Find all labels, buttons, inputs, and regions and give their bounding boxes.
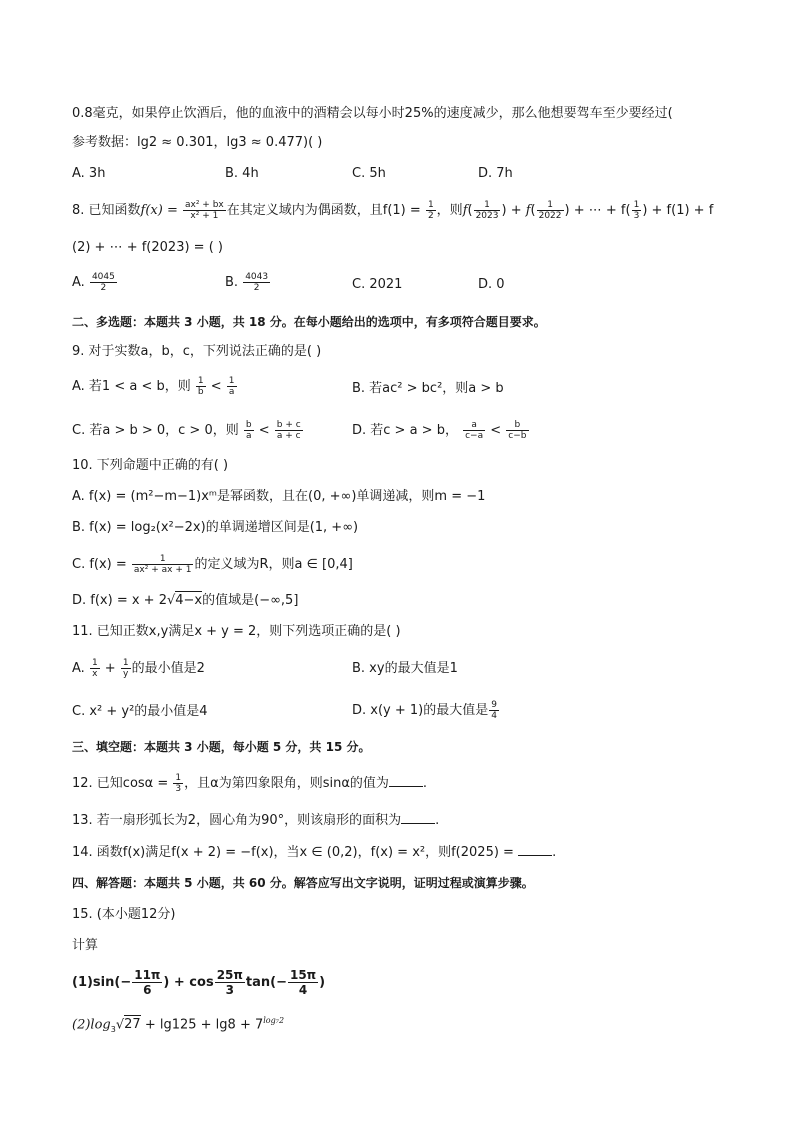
q8-f-b	[537, 200, 564, 221]
q10-option-a: A. f(x) = (m²−m−1)xᵐ是幂函数，且在(0, +∞)单调递减，则m = −1	[72, 489, 486, 504]
q11-option-d	[352, 700, 500, 721]
q9-option-d: D. 若c > a > b， $\frac{a}{c-a}$ < $\frac{b}{c-b}$	[352, 420, 527, 441]
q13-end: .	[435, 813, 440, 828]
q8-option-b-label: B.	[225, 275, 239, 290]
q7-option-a: A. 3h	[72, 166, 106, 181]
q9-d-frac2-den: c−b	[508, 431, 527, 441]
q9-a-frac1-den: b	[197, 387, 204, 397]
q7-line1: 0.8毫克，如果停止饮酒后，他的血液中的酒精会以每小时25%的速度减少，那么他想要驾车至少要经过(	[72, 106, 673, 121]
q9-option-d-text: D. 若c > a > b，	[352, 423, 458, 438]
q7-option-b: B. 4h	[225, 166, 259, 181]
q8-f-c-num: 1	[633, 200, 640, 210]
q9-c-frac2-num: b + c	[276, 420, 301, 430]
q10-d-post: 的值域是(−∞,5]	[202, 593, 299, 608]
q9-option-b: B. 若ac² > bc²，则a > b	[352, 381, 504, 396]
q12-post: ，且α为第四象限角，则sinα的值为	[184, 776, 389, 791]
section-4-heading: 四、解答题：本题共 5 小题，共 60 分。解答应写出文字说明，证明过程或演算步骤。	[72, 876, 534, 890]
q8-f-b-den: 2022	[538, 211, 562, 221]
q15-p2-mid: + lg125 + lg8 + 7	[144, 1017, 264, 1033]
q14-text: 14. 函数f(x)满足f(x + 2) = −f(x)，当x ∈ (0,2)，f(x) = x²，则f(2025) =	[72, 845, 514, 860]
q15-p2-base: 3	[110, 1024, 116, 1034]
q8-half-num: 1	[427, 200, 434, 210]
answer-blank	[518, 843, 552, 856]
q15-p1-f3-den: 4	[298, 983, 308, 997]
q12-frac	[173, 773, 183, 794]
q9-a-frac2	[227, 376, 237, 397]
q8-option-a-den: 2	[100, 283, 107, 293]
q8-frac-den: x² + 1	[190, 211, 219, 221]
q15-p2-pre: (2)log	[72, 1017, 111, 1033]
q8-option-b-frac	[243, 272, 270, 293]
q8-line1: 8. 已知函数f(x) = $\frac{\text{ax² + bx}}{\text{x² + 1}}$ 在其定义域内为偶函数，且f(1) = $\frac{1}{2}$ ，则f( $\frac{1}{2023}$ ) + f( $\frac{1}{2022}$ ) + ⋯ + f( $\frac{1}{3}$ ) + f(1) + f	[72, 200, 714, 221]
q14-end: .	[552, 845, 557, 860]
q15-p1-f2-num: 25π	[216, 968, 243, 982]
sqrt-icon: √	[166, 593, 176, 608]
q11-option-b: B. xy的最大值是1	[352, 661, 458, 676]
q9-a-frac2-num: 1	[228, 376, 235, 386]
q8-option-a	[72, 272, 118, 293]
q8-mid: 在其定义域内为偶函数，且f(1) =	[226, 203, 421, 218]
q15-p1-f1-den: 6	[143, 983, 152, 997]
q11-d-num: 9	[491, 700, 497, 710]
q8-f-a-den: 2023	[475, 211, 499, 221]
q15-part2	[72, 1012, 284, 1039]
q15-p1-end: )	[319, 975, 326, 990]
q9-c-frac1	[244, 420, 254, 441]
q10-c-num: 1	[132, 554, 194, 565]
q10-d-pre: D. f(x) = x + 2	[72, 593, 167, 608]
q12	[72, 773, 427, 794]
q10-stem: 10. 下列命题中正确的有( )	[72, 458, 229, 473]
q10-c-pre: C. f(x) =	[72, 557, 127, 572]
q8-option-a-frac	[90, 272, 117, 293]
q11-option-c: C. x² + y²的最小值是4	[72, 704, 208, 719]
q7-line2: 参考数据：lg2 ≈ 0.301，lg3 ≈ 0.477)( )	[72, 135, 323, 150]
answer-blank	[389, 774, 423, 787]
q15-p1-f2-den: 3	[225, 983, 234, 997]
q15-p1-f3-num: 15π	[289, 968, 317, 982]
q12-end: .	[422, 776, 428, 791]
q9-a-frac2-den: a	[228, 387, 235, 397]
q14	[72, 843, 556, 862]
q15-compute: 计算	[72, 938, 99, 953]
answer-blank	[401, 811, 435, 824]
q9-a-frac1-num: 1	[197, 376, 204, 386]
q15-p2-exp: log₇2	[263, 1016, 285, 1025]
q10-option-c	[72, 554, 353, 575]
q15-title: 15. (本小题12分)	[72, 907, 176, 922]
q9-d-frac1-den: c−a	[465, 431, 484, 441]
q8-option-a-num: 4045	[91, 272, 115, 282]
q8-f-a-num: 1	[474, 200, 501, 211]
sqrt-icon: √	[115, 1017, 125, 1033]
q8-option-b-num: 4043	[245, 272, 269, 282]
q8-option-b	[225, 272, 271, 293]
q11-d-den: 4	[491, 711, 497, 721]
q8-option-a-label: A.	[72, 275, 85, 290]
q9-option-a: A. 若1 < a < b，则 $\frac{1}{b}$ < $\frac{1}{a}$	[72, 376, 235, 397]
q10-c-frac	[132, 554, 194, 575]
q8-half	[426, 200, 436, 221]
q9-stem: 9. 对于实数a，b，c，下列说法正确的是( )	[72, 344, 322, 359]
q15-p2-radicand: 27	[124, 1017, 141, 1033]
q9-a-frac1	[196, 376, 206, 397]
q9-d-frac1	[463, 420, 485, 441]
q8-f-b-num: 1	[537, 200, 564, 211]
q8-then: ，则	[436, 203, 463, 218]
q7-option-c: C. 5h	[352, 166, 386, 181]
q9-d-frac2	[506, 420, 528, 441]
q11-a-post: 的最小值是2	[131, 661, 205, 676]
q15-p1-f1-num: 11π	[134, 968, 161, 982]
q9-d-frac1-num: a	[463, 420, 485, 431]
q8-line2: (2) + ⋯ + f(2023) = ( )	[72, 240, 223, 255]
q8-prefix: 8. 已知函数	[72, 203, 141, 218]
q8-f-c-den: 3	[633, 211, 640, 221]
q15-p1-frac2	[215, 968, 245, 997]
q7-option-d: D. 7h	[478, 166, 513, 181]
q8-f-a	[474, 200, 501, 221]
q8-fx: f(x) =	[140, 203, 178, 218]
q8-tail: + f(1) + f	[651, 203, 714, 218]
q9-option-c-text: C. 若a > b > 0，c > 0，则	[72, 423, 239, 438]
q11-stem: 11. 已知正数x,y满足x + y = 2，则下列选项正确的是( )	[72, 624, 401, 639]
q10-option-d	[72, 592, 298, 610]
q8-frac-num: ax² + bx	[185, 200, 224, 210]
q8-half-den: 2	[427, 211, 434, 221]
q15-p1-frac1	[132, 968, 162, 997]
q8-option-d: D. 0	[478, 277, 505, 292]
section-3-heading: 三、填空题：本题共 3 小题，每小题 5 分，共 15 分。	[72, 740, 371, 754]
q8-option-c: C. 2021	[352, 277, 403, 292]
q9-c-frac1-num: b	[245, 420, 252, 430]
q9-d-frac2-num: b	[506, 420, 528, 431]
q12-num: 1	[175, 773, 182, 783]
q9-c-frac2-den: a + c	[276, 431, 301, 441]
q11-d-frac	[489, 700, 499, 721]
q8-f-c	[632, 200, 642, 221]
q15-p1-pre: (1)sin(−	[72, 975, 132, 990]
q9-c-frac2	[275, 420, 303, 441]
q13	[72, 811, 439, 830]
q10-c-den: ax² + ax + 1	[133, 565, 192, 575]
q15-p1-frac3	[288, 968, 318, 997]
q9-option-a-text: A. 若1 < a < b，则	[72, 379, 191, 394]
q10-c-post: 的定义域为R，则a ∈ [0,4]	[194, 557, 353, 572]
q8-dots: + ⋯ + f	[573, 203, 626, 218]
q8-fraction	[183, 200, 226, 221]
q10-d-radicand: 4−x	[175, 593, 203, 608]
q12-den: 3	[175, 784, 182, 794]
q10-option-b: B. f(x) = log₂(x²−2x)的单调递增区间是(1, +∞)	[72, 520, 359, 535]
q15-part1	[72, 968, 325, 997]
q15-p1-mid: ) + cos	[163, 975, 214, 990]
q9-c-frac1-den: a	[245, 431, 252, 441]
q13-text: 13. 若一扇形弧长为2，圆心角为90°，则该扇形的面积为	[72, 813, 402, 828]
q11-option-a: A. $\frac{1}{x}$ + $\frac{1}{y}$ 的最小值是2	[72, 658, 205, 679]
q11-a-pre: A.	[72, 661, 85, 676]
q15-p1-tan: tan(−	[245, 975, 287, 990]
q12-pre: 12. 已知cosα =	[72, 776, 169, 791]
q8-option-b-den: 2	[253, 283, 260, 293]
section-2-heading: 二、多选题：本题共 3 小题，共 18 分。在每小题给出的选项中，有多项符合题目要求。	[72, 315, 546, 329]
q11-d-pre: D. x(y + 1)的最大值是	[352, 703, 489, 718]
q9-option-c: C. 若a > b > 0，c > 0，则 $\frac{b}{a}$ < $\frac{b + c}{a + c}$	[72, 420, 301, 441]
